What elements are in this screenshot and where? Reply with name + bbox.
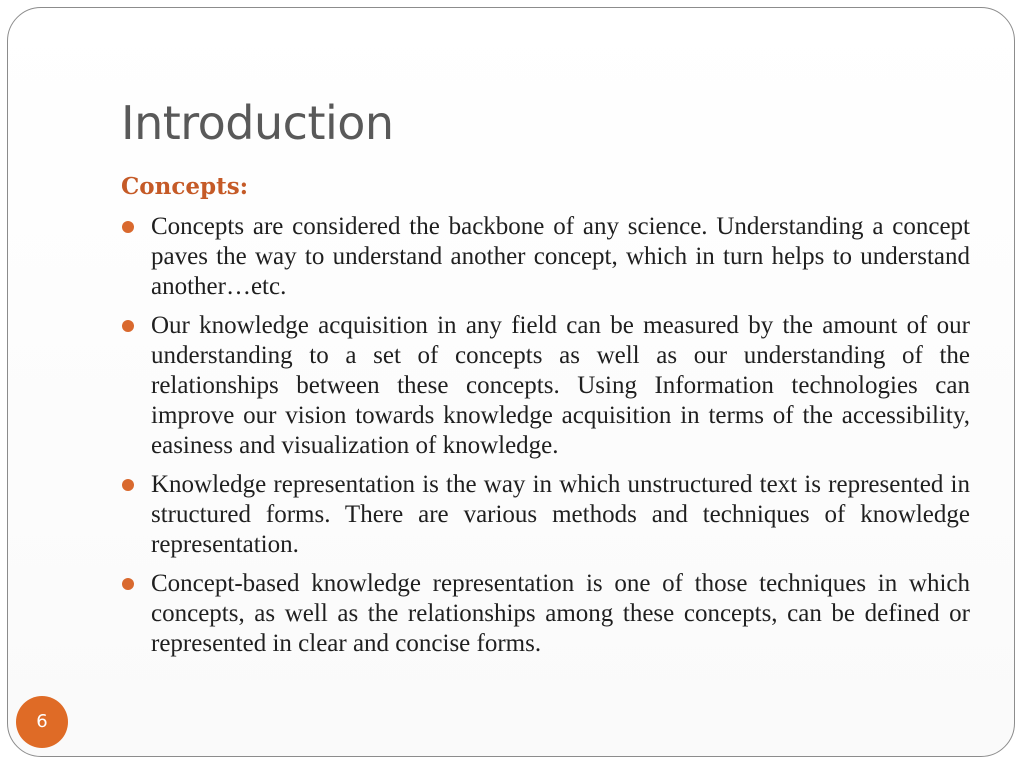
slide-title: Introduction (121, 96, 394, 150)
page-number-badge: 6 (16, 696, 68, 748)
bullet-dot-icon (122, 221, 134, 233)
bullet-dot-icon (122, 320, 134, 332)
bullet-item (151, 212, 970, 302)
slide-frame (7, 7, 1015, 757)
bullet-item (151, 569, 970, 659)
bullet-dot-icon (122, 479, 134, 491)
bullet-list (151, 212, 970, 668)
bullet-text: Concept-based knowledge representation is one of those techniques in which concepts, as well as the relationships among these concepts, can be defined or represented in clear and concise forms. (151, 570, 970, 657)
bullet-item (151, 470, 970, 560)
section-heading: Concepts: (121, 173, 249, 200)
bullet-text: Our knowledge acquisition in any field can be measured by the amount of our understanding to a set of concepts as well as our understanding of the relationships between these concepts. Using Information technologies can improve our vision towards knowledge acquisition in terms of the accessibility, easiness and visualization of knowledge. (151, 312, 970, 459)
bullet-text: Concepts are considered the backbone of any science. Understanding a concept paves the way to understand another concept, which in turn helps to understand another…etc. (151, 213, 970, 300)
bullet-dot-icon (122, 578, 134, 590)
bullet-item (151, 311, 970, 461)
bullet-text: Knowledge representation is the way in which unstructured text is represented in structured forms. There are various methods and techniques of knowledge representation. (151, 471, 970, 558)
